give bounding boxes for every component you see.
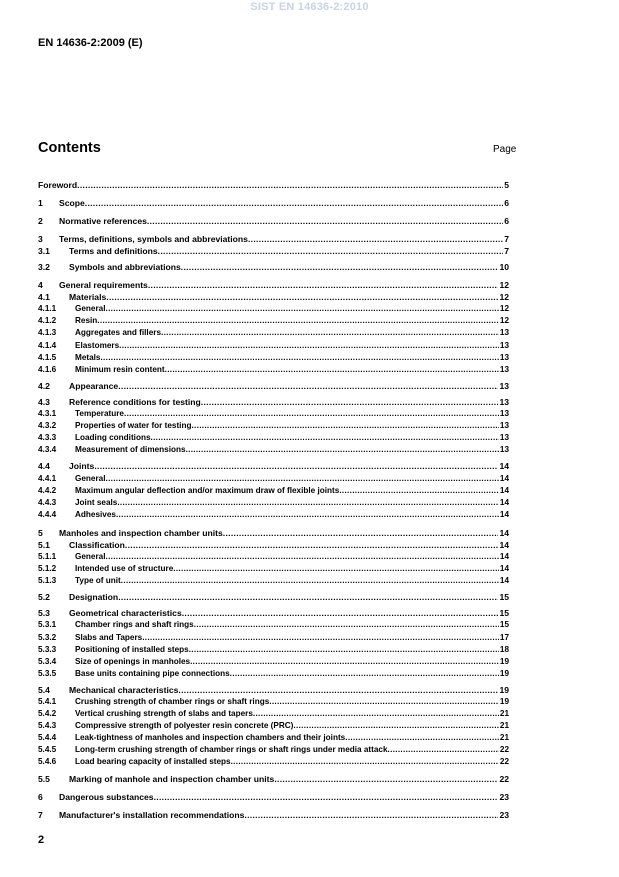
toc-entry-number: 5.2	[38, 592, 50, 603]
toc-leader-dots	[181, 261, 499, 273]
toc-entry[interactable]	[38, 432, 509, 444]
toc-entry-number: 1	[38, 198, 43, 208]
toc-entry[interactable]	[38, 591, 509, 603]
toc-entry-number: 5.3.1	[38, 620, 57, 630]
toc-entry-title: Load bearing capacity of installed steps	[75, 757, 231, 767]
toc-leader-dots	[117, 497, 499, 509]
toc-entry-number: 5.4.6	[38, 757, 57, 767]
toc-entry-title: Vertical crushing strength of slabs and tapers	[75, 709, 253, 719]
toc-entry-title: Dangerous substances	[59, 791, 154, 802]
toc-entry-number: 5.4.3	[38, 721, 57, 731]
toc-entry-page: 14	[499, 509, 509, 519]
toc-entry-page: 19	[499, 684, 509, 695]
toc-entry-page: 13	[499, 409, 509, 419]
toc-entry[interactable]	[38, 364, 509, 376]
toc-entry-number: 5.4.1	[38, 697, 57, 706]
toc-leader-dots	[189, 644, 499, 656]
toc-entry[interactable]	[38, 539, 509, 551]
toc-entry-page: 14	[499, 539, 509, 550]
toc-entry[interactable]	[38, 619, 509, 631]
toc-entry-number: 4.1.2	[38, 316, 57, 326]
toc-entry[interactable]	[38, 327, 509, 339]
toc-entry[interactable]	[38, 352, 509, 364]
toc-entry[interactable]	[38, 632, 509, 644]
toc-entry[interactable]	[38, 696, 509, 708]
toc-entry-title: Aggregates and fillers	[75, 328, 161, 338]
toc-entry-title: Size of openings in manholes	[75, 656, 191, 666]
toc-entry-title: Minimum resin content	[75, 364, 165, 374]
toc-leader-dots	[147, 215, 503, 227]
table-of-contents	[38, 179, 509, 821]
toc-entry-page: 13	[499, 380, 509, 391]
toc-entry-page: 13	[499, 445, 509, 455]
toc-entry-page: 14	[499, 473, 509, 483]
toc-leader-dots	[231, 756, 499, 768]
toc-entry[interactable]	[38, 563, 509, 575]
toc-leader-dots	[269, 696, 499, 708]
toc-entry-title: Classification	[69, 539, 125, 550]
toc-entry[interactable]	[38, 708, 509, 720]
toc-entry-page: 12	[499, 304, 509, 314]
toc-entry-number: 4.1.6	[38, 364, 57, 374]
toc-entry-number: 4.4.2	[38, 485, 57, 495]
toc-entry[interactable]	[38, 509, 509, 521]
toc-entry[interactable]	[38, 720, 509, 732]
toc-entry-number: 3	[38, 234, 43, 244]
toc-entry-title: Marking of manhole and inspection chamber units	[69, 773, 275, 784]
toc-leader-dots	[161, 327, 499, 339]
toc-entry-number: 4.1	[38, 292, 50, 303]
toc-leader-dots	[142, 632, 499, 644]
toc-entry-title: Manufacturer's installation recommendations	[59, 809, 245, 820]
toc-entry-page: 15	[499, 608, 509, 619]
toc-entry-page: 23	[499, 791, 509, 802]
toc-entry-number: 5.5	[38, 773, 50, 784]
toc-entry-page: 13	[499, 352, 509, 362]
toc-entry[interactable]	[38, 656, 509, 668]
toc-entry[interactable]	[38, 460, 509, 472]
toc-leader-dots	[85, 197, 503, 209]
toc-leader-dots	[94, 460, 498, 472]
toc-entry-number: 3.1	[38, 246, 50, 256]
toc-entry[interactable]	[38, 396, 509, 408]
toc-leader-dots	[119, 340, 499, 352]
toc-entry-title: General requirements	[59, 280, 148, 291]
toc-entry-number: 5.3.5	[38, 668, 57, 678]
toc-entry[interactable]	[38, 551, 509, 563]
toc-entry-title: Foreword	[38, 180, 78, 190]
toc-leader-dots	[230, 668, 499, 680]
toc-entry-title: Type of unit	[75, 576, 121, 586]
toc-entry-number: 4.3.4	[38, 445, 57, 455]
toc-entry-page: 18	[499, 644, 509, 654]
toc-entry-number: 5.1	[38, 539, 50, 550]
toc-entry[interactable]	[38, 303, 509, 315]
toc-leader-dots	[118, 380, 498, 392]
toc-entry[interactable]	[38, 279, 509, 291]
toc-leader-dots	[182, 607, 499, 619]
toc-entry-page: 7	[504, 246, 509, 256]
toc-leader-dots	[173, 563, 499, 575]
toc-entry-page: 7	[504, 234, 509, 244]
toc-leader-dots	[194, 619, 499, 631]
toc-entry-page: 14	[499, 551, 509, 561]
toc-entry-page: 14	[499, 527, 509, 538]
toc-entry[interactable]	[38, 315, 509, 327]
toc-entry-title: Compressive strength of polyester resin concrete (PRC)	[75, 721, 294, 731]
toc-entry-page: 13	[499, 433, 509, 443]
toc-entry[interactable]	[38, 497, 509, 509]
toc-entry-number: 5.3	[38, 608, 50, 619]
toc-entry-title: Slabs and Tapers	[75, 632, 143, 642]
document-header: EN 14636-2:2009 (E)	[38, 37, 143, 49]
page-number: 2	[38, 834, 45, 846]
toc-entry[interactable]	[38, 744, 509, 756]
toc-entry-title: Leak-tightness of manholes and inspection chambers and their joints	[75, 733, 346, 743]
toc-entry-number: 4.3	[38, 396, 50, 407]
toc-leader-dots	[293, 720, 498, 732]
toc-entry-page: 21	[499, 733, 509, 743]
watermark: SIST EN 14636-2:2010	[250, 1, 369, 13]
toc-leader-dots	[345, 732, 499, 744]
toc-entry[interactable]	[38, 668, 509, 680]
toc-leader-dots	[158, 245, 504, 257]
toc-leader-dots	[178, 684, 498, 696]
toc-entry-title: Terms, definitions, symbols and abbreviations	[59, 234, 248, 244]
toc-entry-title: Designation	[69, 592, 119, 603]
toc-entry-number: 5.3.2	[38, 632, 57, 642]
toc-entry[interactable]	[38, 380, 509, 392]
toc-entry-page: 14	[499, 564, 509, 574]
toc-entry[interactable]	[38, 527, 509, 539]
toc-entry-number: 5.1.1	[38, 551, 57, 561]
toc-entry[interactable]	[38, 408, 509, 420]
toc-entry-title: Measurement of dimensions	[75, 445, 186, 455]
toc-entry-page: 12	[499, 316, 509, 326]
toc-leader-dots	[100, 352, 498, 364]
toc-entry-number: 7	[38, 809, 43, 820]
toc-leader-dots	[106, 551, 499, 563]
toc-entry-page: 14	[499, 485, 509, 495]
toc-leader-dots	[253, 708, 499, 720]
page-column-label: Page	[493, 144, 517, 155]
toc-entry-title: General	[75, 551, 106, 561]
toc-entry[interactable]	[38, 444, 509, 456]
toc-entry-title: Elastomers	[75, 340, 120, 350]
toc-entry-page: 5	[504, 180, 509, 190]
toc-entry-title: Long-term crushing strength of chamber rings or shaft rings under media attack	[75, 745, 388, 755]
toc-entry-number: 4.4.3	[38, 497, 57, 507]
toc-entry-title: Adhesives	[75, 509, 116, 519]
toc-leader-dots	[106, 303, 499, 315]
toc-entry-page: 13	[499, 328, 509, 338]
toc-entry-title: Joint seals	[75, 497, 118, 507]
toc-entry-page: 17	[499, 632, 509, 642]
toc-entry[interactable]	[38, 809, 509, 821]
toc-entry[interactable]	[38, 473, 509, 485]
toc-entry-title: Properties of water for testing	[75, 421, 192, 431]
toc-leader-dots	[190, 656, 499, 668]
toc-leader-dots	[151, 432, 499, 444]
toc-entry[interactable]	[38, 420, 509, 432]
toc-entry-title: General	[75, 473, 106, 483]
toc-entry-page: 13	[499, 364, 509, 374]
toc-entry-number: 6	[38, 791, 43, 802]
toc-entry[interactable]	[38, 644, 509, 656]
toc-entry-page: 15	[499, 620, 509, 630]
toc-entry-title: Normative references	[59, 216, 147, 226]
toc-leader-dots	[165, 364, 499, 376]
toc-entry-title: Base units containing pipe connections	[75, 668, 230, 678]
toc-entry-title: Intended use of structure	[75, 564, 174, 574]
toc-leader-dots	[223, 527, 499, 539]
toc-entry-title: Geometrical characteristics	[69, 608, 182, 619]
toc-entry[interactable]	[38, 261, 509, 273]
toc-entry-number: 4.4	[38, 461, 50, 472]
toc-entry-page: 12	[499, 292, 509, 303]
toc-entry-title: Reference conditions for testing	[69, 396, 201, 407]
toc-entry-page: 10	[499, 262, 509, 273]
toc-entry[interactable]	[38, 756, 509, 768]
toc-entry-page: 22	[499, 745, 509, 755]
toc-entry-page: 19	[499, 697, 509, 706]
toc-entry-page: 21	[499, 709, 509, 719]
toc-entry-page: 13	[499, 396, 509, 407]
toc-entry-number: 5.3.4	[38, 656, 57, 666]
toc-entry[interactable]	[38, 575, 509, 587]
toc-leader-dots	[121, 575, 499, 587]
toc-entry-number: 2	[38, 216, 43, 226]
toc-entry-number: 5.4.4	[38, 733, 57, 743]
toc-entry-page: 6	[504, 198, 509, 208]
toc-entry-number: 4.1.5	[38, 352, 57, 362]
toc-entry-page: 13	[499, 340, 509, 350]
toc-entry-page: 22	[499, 757, 509, 767]
toc-entry[interactable]	[38, 197, 509, 209]
toc-entry-page: 15	[499, 592, 509, 603]
toc-entry[interactable]	[38, 485, 509, 497]
toc-leader-dots	[339, 485, 499, 497]
toc-entry-title: General	[75, 304, 106, 314]
toc-leader-dots	[388, 744, 499, 756]
toc-entry[interactable]	[38, 732, 509, 744]
toc-leader-dots	[97, 315, 499, 327]
toc-entry-page: 14	[499, 497, 509, 507]
toc-leader-dots	[201, 396, 499, 408]
toc-entry-title: Materials	[69, 292, 107, 303]
toc-leader-dots	[77, 179, 503, 191]
toc-entry-number: 4.1.1	[38, 304, 57, 314]
toc-entry-number: 4.1.4	[38, 340, 57, 350]
toc-entry-page: 19	[499, 668, 509, 678]
toc-entry-number: 5	[38, 527, 43, 538]
toc-entry-number: 5.1.3	[38, 576, 57, 586]
contents-heading: Contents	[38, 140, 101, 156]
toc-entry-page: 6	[504, 216, 509, 226]
toc-entry[interactable]	[38, 607, 509, 619]
toc-entry-title: Loading conditions	[75, 433, 151, 443]
toc-entry-title: Maximum angular deflection and/or maximum draw of flexible joints	[75, 485, 340, 495]
toc-entry-title: Scope	[59, 198, 85, 208]
toc-leader-dots	[106, 473, 499, 485]
toc-entry-title: Temperature	[75, 409, 124, 419]
toc-entry[interactable]	[38, 291, 509, 303]
toc-entry-number: 4.3.2	[38, 421, 57, 431]
toc-entry-title: Manholes and inspection chamber units	[59, 527, 223, 538]
toc-entry-page: 23	[499, 809, 509, 820]
toc-entry-number: 5.4	[38, 684, 50, 695]
toc-entry-title: Positioning of installed steps	[75, 644, 189, 654]
toc-leader-dots	[244, 809, 498, 821]
toc-leader-dots	[116, 509, 499, 521]
toc-leader-dots	[106, 291, 498, 303]
toc-entry-number: 3.2	[38, 262, 50, 273]
toc-entry-number: 4.3.3	[38, 433, 57, 443]
toc-entry-page: 21	[499, 721, 509, 731]
toc-entry[interactable]	[38, 791, 509, 803]
toc-entry-number: 5.4.2	[38, 709, 57, 719]
toc-entry-number: 4.4.4	[38, 509, 57, 519]
toc-entry-title: Crushing strength of chamber rings or shaft rings	[75, 697, 270, 706]
toc-leader-dots	[274, 773, 498, 785]
toc-entry-title: Mechanical characteristics	[69, 684, 179, 695]
toc-entry-number: 5.1.2	[38, 564, 57, 574]
toc-leader-dots	[186, 444, 499, 456]
toc-entry-number: 4.1.3	[38, 328, 57, 338]
toc-entry-number: 4.2	[38, 380, 50, 391]
toc-entry-title: Symbols and abbreviations	[69, 262, 181, 273]
toc-entry-title: Terms and definitions	[69, 246, 158, 256]
toc-entry-title: Metals	[75, 352, 101, 362]
toc-entry[interactable]	[38, 215, 509, 227]
toc-leader-dots	[118, 591, 498, 603]
toc-entry-page: 19	[499, 656, 509, 666]
toc-entry-title: Joints	[69, 461, 95, 472]
toc-entry-page: 14	[499, 576, 509, 586]
toc-entry-title: Appearance	[69, 380, 119, 391]
toc-entry[interactable]	[38, 684, 509, 696]
toc-entry-page: 13	[499, 421, 509, 431]
toc-entry-number: 4.4.1	[38, 473, 57, 483]
toc-entry-title: Chamber rings and shaft rings	[75, 620, 194, 630]
toc-entry[interactable]	[38, 179, 509, 191]
toc-leader-dots	[124, 408, 499, 420]
toc-entry-page: 14	[499, 461, 509, 472]
toc-entry[interactable]	[38, 773, 509, 785]
toc-leader-dots	[154, 791, 499, 803]
toc-entry-title: Resin	[75, 316, 98, 326]
toc-entry[interactable]	[38, 245, 509, 257]
toc-entry-number: 5.4.5	[38, 745, 57, 755]
toc-leader-dots	[248, 233, 503, 245]
toc-entry[interactable]	[38, 340, 509, 352]
toc-entry[interactable]	[38, 233, 509, 245]
toc-entry-page: 22	[499, 773, 509, 784]
toc-leader-dots	[125, 539, 499, 551]
toc-entry-page: 12	[499, 280, 509, 291]
toc-entry-number: 5.3.3	[38, 644, 57, 654]
toc-leader-dots	[191, 420, 498, 432]
toc-entry-number: 4.3.1	[38, 409, 57, 419]
toc-leader-dots	[148, 279, 499, 291]
toc-entry-number: 4	[38, 280, 43, 291]
